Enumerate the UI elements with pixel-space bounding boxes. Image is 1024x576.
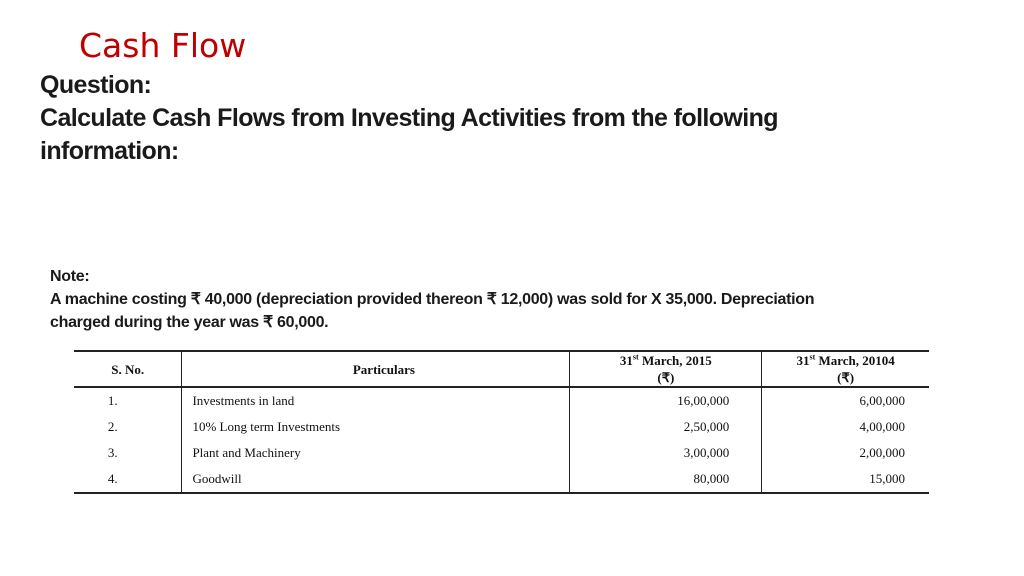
row-particular: Investments in land <box>182 387 570 414</box>
header-20104-rest: March, 20104 <box>815 353 895 368</box>
header-particulars: Particulars <box>182 351 570 387</box>
note-line-2: charged during the year was ₹ 60,000. <box>50 314 329 331</box>
row-sno: 4. <box>74 466 182 493</box>
row-value-2015: 16,00,000 <box>570 387 762 414</box>
row-particular: Plant and Machinery <box>182 440 570 466</box>
table-row <box>74 414 929 440</box>
header-2015-sup: st <box>632 352 639 362</box>
note-block <box>50 265 950 334</box>
header-20104-day: 31 <box>796 353 810 368</box>
row-value-2015: 80,000 <box>570 466 762 493</box>
row-particular: 10% Long term Investments <box>182 414 570 440</box>
question-line-1: Calculate Cash Flows from Investing Activities from the following <box>40 104 778 132</box>
header-2015-day: 31 <box>619 353 633 368</box>
row-sno: 2. <box>107 419 118 434</box>
table-header-row <box>74 351 929 387</box>
row-value-20104: 15,000 <box>762 466 929 493</box>
investments-table <box>74 350 929 494</box>
header-march-20104 <box>762 351 929 387</box>
question-heading: Question: <box>40 71 152 99</box>
row-value-2015: 2,50,000 <box>570 414 762 440</box>
row-value-2015: 3,00,000 <box>570 440 762 466</box>
question-block <box>40 69 940 168</box>
header-20104-sup: st <box>809 352 816 362</box>
header-2015-rest: March, 2015 <box>638 353 712 368</box>
row-particular: Goodwill <box>182 466 570 493</box>
note-line-1: A machine costing ₹ 40,000 (depreciation provided thereon ₹ 12,000) was sold for X 35,000. Depreciation <box>50 291 815 308</box>
header-march-2015 <box>570 351 762 387</box>
row-sno: 1. <box>107 393 118 408</box>
question-line-2: information: <box>40 137 179 165</box>
slide-title: Cash Flow <box>79 26 247 65</box>
table-row <box>74 387 929 414</box>
row-value-20104: 6,00,000 <box>762 387 929 414</box>
row-sno: 3. <box>107 445 118 460</box>
row-value-20104: 2,00,000 <box>762 440 929 466</box>
header-2015-unit: (₹) <box>657 370 675 385</box>
header-20104-unit: (₹) <box>837 370 855 385</box>
table-row <box>74 466 929 493</box>
row-value-20104: 4,00,000 <box>762 414 929 440</box>
table-row <box>74 440 929 466</box>
header-sno: S. No. <box>74 351 182 387</box>
note-heading: Note: <box>50 268 90 285</box>
